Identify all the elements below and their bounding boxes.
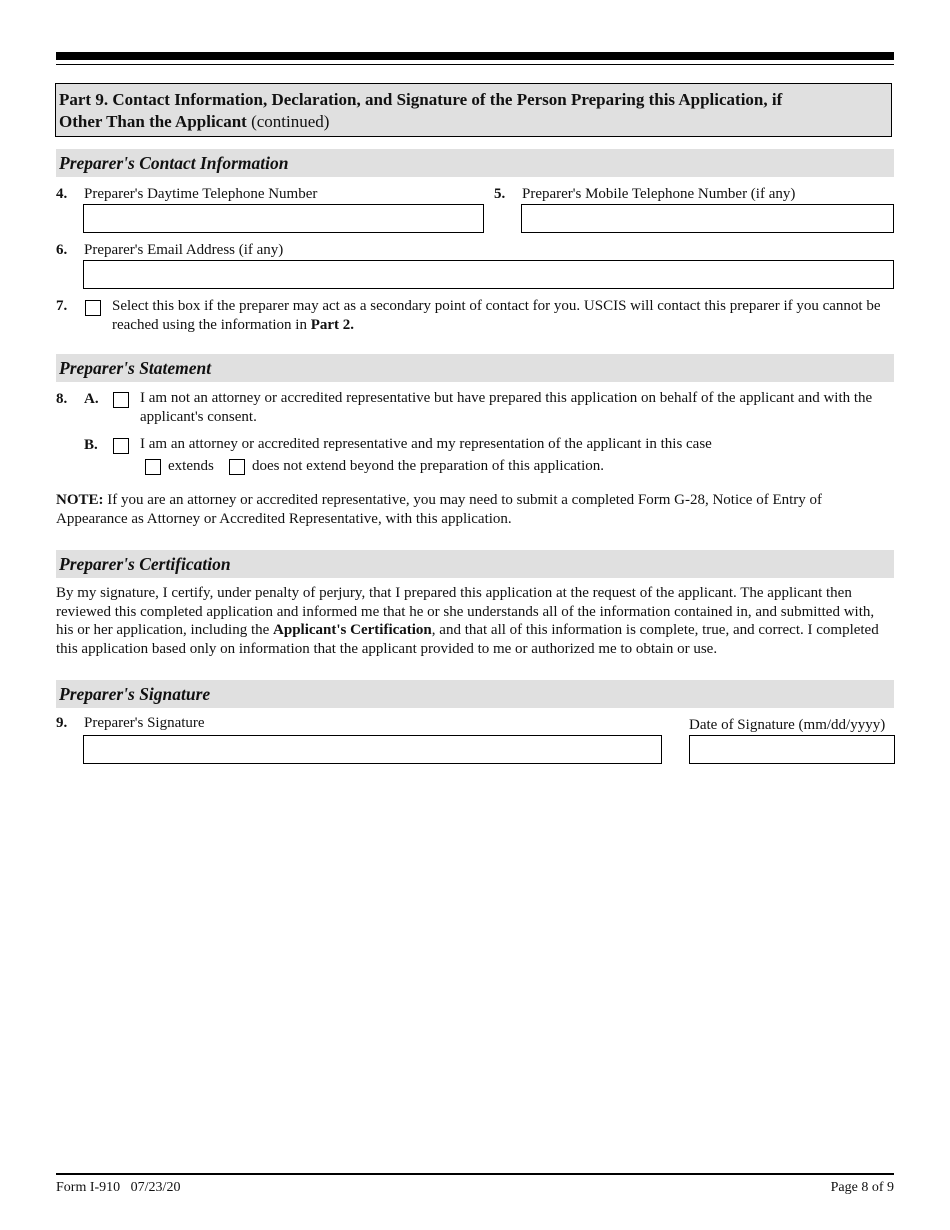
mobile-phone-input[interactable] bbox=[521, 204, 894, 233]
q5-label: Preparer's Mobile Telephone Number (if any) bbox=[522, 186, 796, 202]
top-thin-rule bbox=[56, 64, 894, 65]
secondary-contact-checkbox[interactable] bbox=[85, 300, 101, 316]
q7-number: 7. bbox=[56, 298, 68, 314]
certification-section-heading: Preparer's Certification bbox=[56, 550, 894, 578]
daytime-phone-input[interactable] bbox=[83, 204, 484, 233]
date-of-signature-input[interactable] bbox=[689, 735, 895, 764]
date-of-signature-label: Date of Signature (mm/dd/yyyy) bbox=[689, 717, 886, 733]
part-title-line2: Other Than the Applicant bbox=[59, 112, 247, 131]
q7-text-bold: Part 2. bbox=[310, 316, 355, 333]
q6-label: Preparer's Email Address (if any) bbox=[84, 242, 284, 258]
note-label: NOTE: bbox=[56, 492, 104, 508]
q5-number: 5. bbox=[494, 186, 506, 202]
q8b-text: I am an attorney or accredited representative and my representation of the applicant in this case bbox=[140, 436, 712, 452]
certification-text-part2: , and that all of this information is complete, true, and correct. I completed this application based only on information that the applicant provided to me or authorized me to obtain or use. bbox=[56, 622, 879, 657]
top-thick-rule bbox=[56, 52, 894, 60]
attorney-note bbox=[56, 491, 894, 528]
does-not-extend-checkbox[interactable] bbox=[229, 459, 245, 475]
part-title-line1: Part 9. Contact Information, Declaration, and Signature of the Person Preparing this Application, if bbox=[59, 90, 783, 109]
form-id: Form I-910 07/23/20 bbox=[56, 1180, 181, 1195]
extends-checkbox[interactable] bbox=[145, 459, 161, 475]
q6-number: 6. bbox=[56, 242, 68, 258]
q8b-letter: B. bbox=[84, 437, 98, 453]
q7-text-main: Select this box if the preparer may act as a secondary point of contact for you. USCIS will contact this preparer if you cannot be reached using the information in bbox=[112, 298, 881, 333]
part-header bbox=[55, 83, 892, 137]
signature-section-heading: Preparer's Signature bbox=[56, 680, 894, 708]
q8a-text: I am not an attorney or accredited representative but have prepared this application on behalf of the applicant and with the applicant's consent. bbox=[140, 390, 873, 425]
q8-number: 8. bbox=[56, 391, 68, 407]
q9-label: Preparer's Signature bbox=[84, 715, 205, 731]
email-input[interactable] bbox=[83, 260, 894, 289]
q9-number: 9. bbox=[56, 715, 68, 731]
attorney-checkbox[interactable] bbox=[113, 438, 129, 454]
q8a-letter: A. bbox=[84, 391, 99, 407]
footer-rule bbox=[56, 1173, 894, 1175]
contact-section-heading: Preparer's Contact Information bbox=[56, 149, 894, 177]
part-title-suffix: (continued) bbox=[246, 112, 330, 131]
note-text: If you are an attorney or accredited representative, you may need to submit a completed Form G-28, Notice of Entry of Appearance as Attorney or Accredited Representative, with this application. bbox=[56, 492, 823, 527]
page-number: Page 8 of 9 bbox=[830, 1180, 894, 1195]
does-not-extend-label: does not extend beyond the preparation of this application. bbox=[252, 458, 604, 474]
extends-label: extends bbox=[168, 458, 214, 474]
not-attorney-checkbox[interactable] bbox=[113, 392, 129, 408]
q4-label: Preparer's Daytime Telephone Number bbox=[84, 186, 318, 202]
q4-number: 4. bbox=[56, 186, 68, 202]
statement-section-heading: Preparer's Statement bbox=[56, 354, 894, 382]
certification-text-bold: Applicant's Certification bbox=[273, 622, 432, 638]
q7-text bbox=[112, 297, 897, 334]
certification-text-part1: By my signature, I certify, under penalty of perjury, that I prepared this application at the request of the applicant. The applicant then reviewed this completed application and informed me that he or she understands all of the information contained in, and submitted with, his or her application, including the bbox=[56, 585, 875, 638]
certification-text bbox=[56, 584, 894, 658]
preparer-signature-input[interactable] bbox=[83, 735, 662, 764]
